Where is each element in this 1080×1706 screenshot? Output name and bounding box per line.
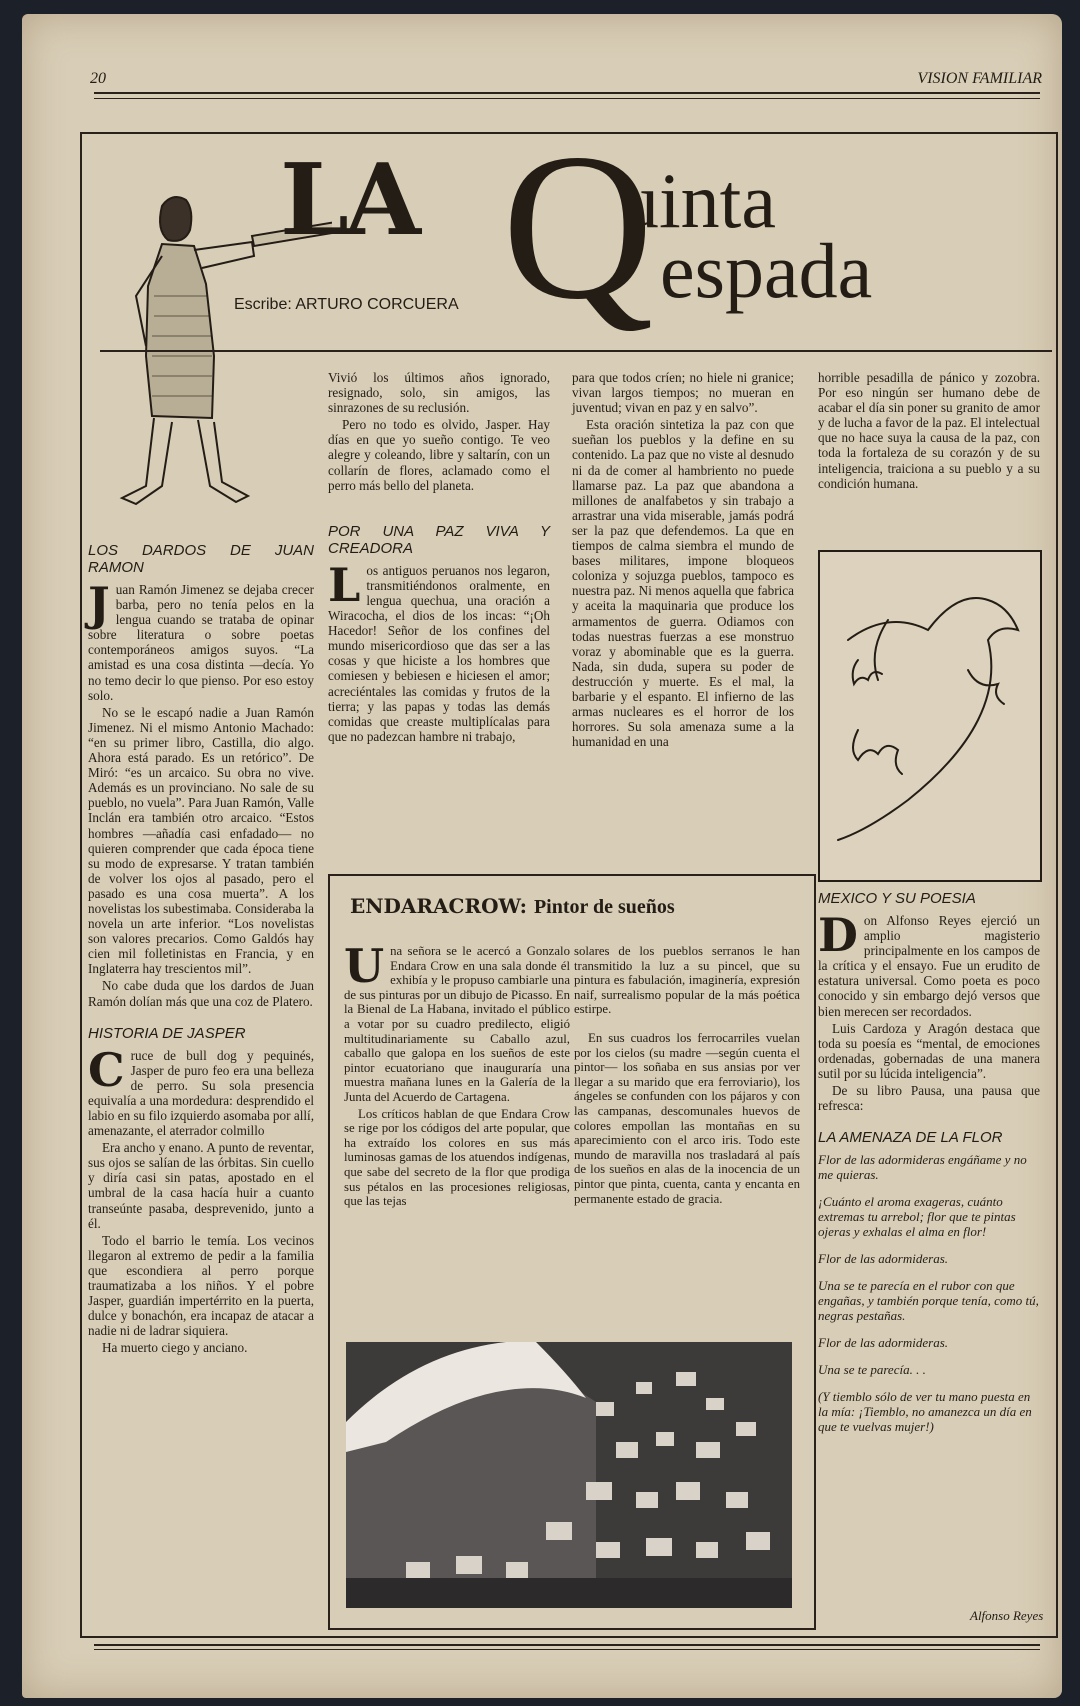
poem-stanza: Flor de las adormideras.: [818, 1335, 948, 1351]
column-4-top: horrible pesadilla de pánico y zozobra. Por eso ningún ser humano debe de acabar el día sin poner su granito de amor y de lucha a favor de la paz. El intelectual que no hace suya la causa de la paz, con toda la fortaleza de su corazón y de su inteligencia, traiciona a su pueblo y a su condición humana.: [818, 370, 1040, 491]
poem-stanza: Flor de las adormideras engáñame y no me quieras.: [818, 1152, 1027, 1183]
column-1: LOS DARDOS DE JUAN RAMON Juan Ramón Jimenez se dejaba crecer barba, pero no tenía pelos en la lengua cuando se trataba de opinar sobre literatura o sobre poetas contemporáneos amigos suyos. “La amistad es una cosa distinta —decía. Yo no temo decir lo que pienso. Por eso estoy solo. No se le escapó nadie a Juan Ramón Jimenez. Ni el mismo Antonio Machado: “en su primer libro, Castilla, dio algo. Ahora está parado. Es un retórico”. De Miró: “es un arcaico. Su obra no vive. Además es un provinciano. No sale de su pueblo, no vuela”. Para Juan Ramón, Valle Inclán era también otro arcaico. “Estos hombres —añadía casi enfadado— no quieren comprender que cada época tiene su modo de expresarse. Y tratan también de volver los ojos al pasado, pero el pasado es una cosa muerta”. A los novelistas los subestimaba. Consideraba la novela un arte inferior. “Los novelistas son valores precarios. Como Galdós hay cien mil folletinistas en Francia, y en Inglaterra hay trescientos mil”. No cabe duda que los dardos de Juan Ramón dolían más que una coz de Platero. HISTORIA DE JASPER Cruce de bull dog y pequinés, Jasper de puro feo era una belleza de perro. Su sola presencia equivalía a una mordedura: desprendido el labio en su filo izquierdo asomaba por allí, amenazante, el aterrador colmillo Era ancho y enano. A punto de reventar, sus ojos se salían de las órbitas. Sin cuello y diría casi sin patas, apostado en el umbral de la casa hacía huir a cuanto transeúnte pasaba, desprevenido, junto a él. Todo el barrio le temía. Los vecinos llegaron al extremo de pedir a la familia que escondiera al perro porque traumatizaba a los niños. Y el pobre Jasper, guardián impertérrito en la puerta, dulce y bonachón, era incapaz de atacar a nadie ni de ladrar siquiera. Ha muerto ciego y anciano.: [88, 542, 314, 1356]
column-3: para que todos críen; no hiele ni granice; vivan largos tiempos; no mueran en juventud; vivan en paz y en salvo”. Esta oración sintetiza la paz con que sueñan los pueblos y la define en su contenido. La paz que no viste al desnudo ni da de comer al hambriento no puede llamarse paz. La paz que abandona a millones de analfabetos y sin trabajo a arrastrar una vida miserable, jamás podrá ser la paz que defendemos. La que en tiempos de calma siembra el mundo de bases militares, impone bloqueos coloniza y sojuzga pueblos, tampoco es nuestra paz. Ni menos aquella que fabrica y aceita la maquinaria que produce los armamentos de guerra. Odiamos con todas nuestras fuerzas a ese monstruo voraz y abominable que es la guerra. Nada, sin duda, supera su poder de destrucción y muerte. Es el mal, la barbarie y el espanto. El infierno de las armas nucleares es el horror de los horrores. Su sola amenaza sume a la humanidad en una: [572, 370, 794, 750]
box-column-1: Una señora se le acercó a Gonzalo Endara Crow en una sala donde él exhibía y le propuso cambiarle una de sus pinturas por un dibujo de Picasso. En la Bienal de La Habana, invitado el público a votar por su cuadro predilecto, eligió multitudinariamente su Caballo azul, caballo que galopa en los sueños de este pintor ecuatoriano que inauguraría una muestra mañana lunes en la Galería de la Junta del Acuerdo de Cartagena. Los críticos hablan de que Endara Crow se rige por los códigos del arte popular, que ha extraído los colores en sus más luminosas gamas de los atuendos indígenas, que sabe del secreto de la flor que prodiga sus pétalos en las procesiones religiosas, que las tejas: [344, 939, 570, 1209]
footer-rule: [94, 1644, 1040, 1650]
masthead-espada: espada: [660, 227, 873, 314]
masthead-quinta: uinta: [620, 157, 776, 244]
masthead-la: LA: [280, 143, 417, 258]
newspaper-page: [22, 14, 1062, 1698]
drop-cap: L: [328, 557, 361, 612]
author-name: ARTURO CORCUERA: [295, 296, 459, 313]
masthead-rule: [100, 350, 1052, 352]
drop-cap: J: [88, 577, 110, 631]
poem-stanza: (Y tiemblo sólo de ver tu mano puesta en la mía: ¡Tiemblo, no amanezca un día en que te vuelvas mujer!): [818, 1389, 1032, 1435]
endaracrow-article-box: [328, 874, 816, 1630]
section-title-jasper: HISTORIA DE JASPER: [88, 1024, 246, 1042]
poem-stanza: Una se te parecía en el rubor con que engañas, y también porque tenía, como tú, negras pestañas.: [818, 1278, 1039, 1324]
column-4-bottom: MEXICO Y SU POESIA Don Alfonso Reyes ejerció un amplio magisterio principalmente en los campos de la crítica y el ensayo. Fue un erudito de estatura universal. Como poeta es poco conocido y sin embargo dejó versos que bien merecen ser recordados. Luis Cardoza y Aragón destaca que toda su poesía es “mental, de emociones ordenadas, gobernadas de una manera sutil por su lúcida inteligencia”. De su libro Pausa, una pausa que refresca: LA AMENAZA DE LA FLOR Flor de las adormideras engáñame y no me quieras. ¡Cuánto el aroma exageras, cuánto extremas tu arrebol; flor que te pintas ojeras y exhalas el alma en flor! Flor de las adormideras. Una se te parecía en el rubor con que engañas, y también porque tenía, como tú, negras pestañas. Flor de las adormideras. Una se te parecía. . . (Y tiemblo sólo de ver tu mano puesta en la mía: ¡Tiemblo, no amanezca un día en que te vuelvas mujer!): [818, 890, 1040, 1435]
drop-cap: C: [88, 1042, 125, 1097]
header-rule: [94, 92, 1040, 99]
poem-stanza: Una se te parecía. . .: [818, 1362, 926, 1378]
poem-stanza: ¡Cuánto el aroma exageras, cuánto extremas tu arrebol; flor que te pintas ojeras y exhalas el alma en flor!: [818, 1194, 1016, 1240]
drop-cap: D: [818, 908, 858, 962]
box-column-2: solares de los pueblos serranos le han transmitido la luz a su pincel, que su pintura es fabulación, imaginería, expresión naif, surrealismo popular de la más poética estirpe. En sus cuadros los ferrocarriles vuelan por los cielos (su madre —según cuenta el pintor— los soñaba en sus ansias por ver llegar a su marido que era ferroviario), los ángeles se confunden con los pájaros y con las campanas, descomunales huevos de colores empollan las montañas en su aparecimiento con el arco iris. Todo este mundo de maravilla nos trasladará al país de los sueños en alas de la inocencia de un pintor que pinta, cuenta, canta y encanta en permanente estado de gracia.: [574, 944, 800, 1206]
byline: Escribe: ARTURO CORCUERA: [234, 296, 459, 313]
poem-signature: Alfonso Reyes: [970, 1608, 1044, 1623]
dove-drawing: [818, 550, 1042, 882]
box-headline: ENDARACROW: Pintor de sueños: [350, 894, 675, 918]
publication-name: VISION FAMILIAR: [917, 70, 1042, 87]
poem-stanza: Flor de las adormideras.: [818, 1251, 948, 1267]
section-title-paz: POR UNA PAZ VIVA Y CREADORA: [328, 522, 550, 557]
poem-title: LA AMENAZA DE LA FLOR: [818, 1129, 1003, 1147]
painting-reproduction: [346, 1342, 792, 1608]
section-title-mexico: MEXICO Y SU POESIA: [818, 890, 976, 907]
drop-cap: U: [344, 939, 385, 993]
masthead-q: Q: [502, 111, 654, 343]
column-2: Vivió los últimos años ignorado, resignado, solo, sin amigos, las sinrazones de su reclusión. Pero no todo es olvido, Jasper. Hay días en que yo sueño contigo. Te veo alegre y coleando, libre y saltarín, con un collarín de flores, aclamado como el perro más bello del planeta. POR UNA PAZ VIVA Y CREADORA Los antiguos peruanos nos legaron, transmitiéndonos oralmente, en lengua quechua, una oración a Wiracocha, el dios de los incas: “¡Oh Hacedor! Señor de los confines del mundo misericordioso que das ser a las cosas y que hiciste a los hombres que comiesen y bebiesen e hiciesen el amor; acreciéntales las comidas y frutos de la tierra; y las papas y todas las demás comidas que creaste multiplícalas para que no padezcan hambre ni trabajo,: [328, 370, 550, 744]
page-number: 20: [90, 70, 106, 87]
section-title-dardos: LOS DARDOS DE JUAN RAMON: [88, 542, 314, 576]
